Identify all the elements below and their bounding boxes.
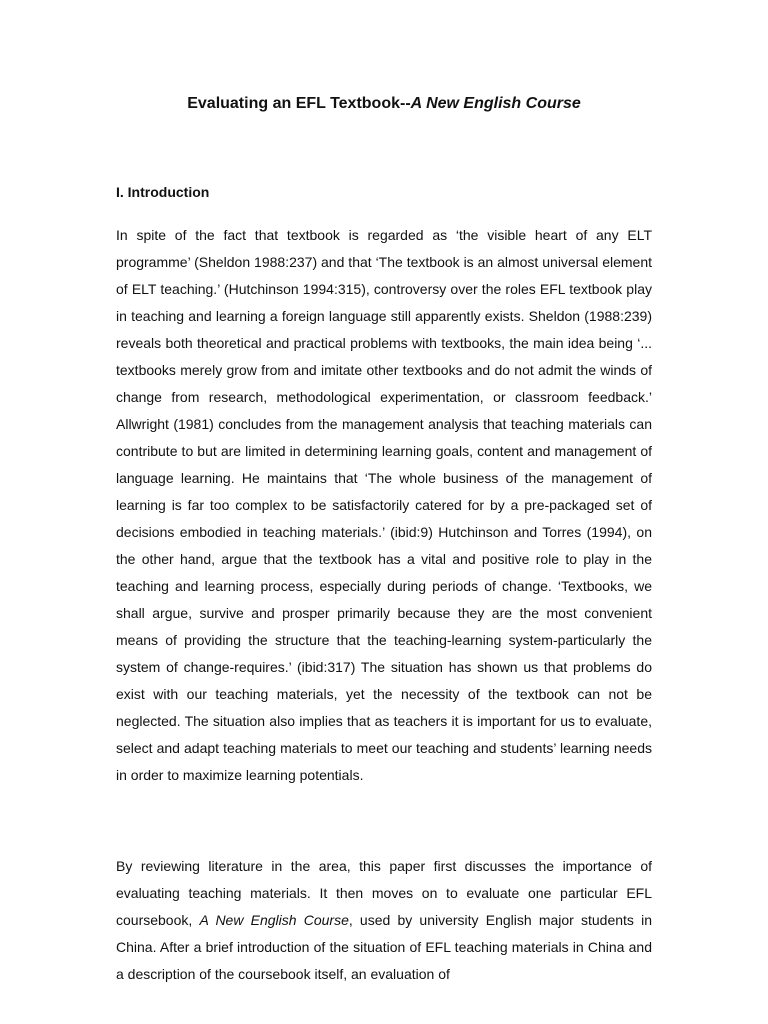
paragraph-2-part-2: , used by university English major students in China. After a brief introduction of the situation of EFL teaching materials in China and a description of the coursebook itself, an evaluation of: [116, 912, 652, 982]
title-plain: Evaluating an EFL Textbook--: [187, 95, 411, 112]
paragraph-1: In spite of the fact that textbook is regarded as ‘the visible heart of any ELT programme’ (Sheldon 1988:237) and that ‘The textbook is an almost universal element of ELT teaching.’ (Hutchinson 1994:315), controversy over the roles EFL textbook play in teaching and learning a foreign language still apparently exists. Sheldon (1988:239) reveals both theoretical and practical problems with textbooks, the main idea being ‘... textbooks merely grow from and imitate other textbooks and do not admit the winds of change from research, methodological experimentation, or classroom feedback.’ Allwright (1981) concludes from the management analysis that teaching materials can contribute to but are limited in determining learning goals, content and management of language learning. He maintains that ‘The whole business of the management of learning is far too complex to be satisfactorily catered for by a pre-packaged set of decisions embodied in teaching materials.’ (ibid:9) Hutchinson and Torres (1994), on the other hand, argue that the textbook has a vital and positive role to play in the teaching and learning process, especially during periods of change. ‘Textbooks, we shall argue, survive and prosper primarily because they are the most convenient means of providing the structure that the teaching-learning system-particularly the system of change-requires.’ (ibid:317) The situation has shown us that problems do exist with our teaching materials, yet the necessity of the textbook can not be neglected. The situation also implies that as teachers it is important for us to evaluate, select and adapt teaching materials to meet our teaching and students’ learning needs in order to maximize learning potentials.: [116, 227, 652, 783]
paragraph-2: [116, 853, 652, 988]
paragraph-2-part-1: By reviewing literature in the area, this paper first discusses the importance of evaluating teaching materials. It then moves on to evaluate one particular EFL coursebook,: [116, 858, 652, 928]
paragraph-2-italic: A New English Course: [199, 912, 349, 928]
title-italic: A New English Course: [410, 95, 581, 112]
document-title: [0, 93, 768, 115]
section-heading: I. Introduction: [116, 184, 210, 200]
